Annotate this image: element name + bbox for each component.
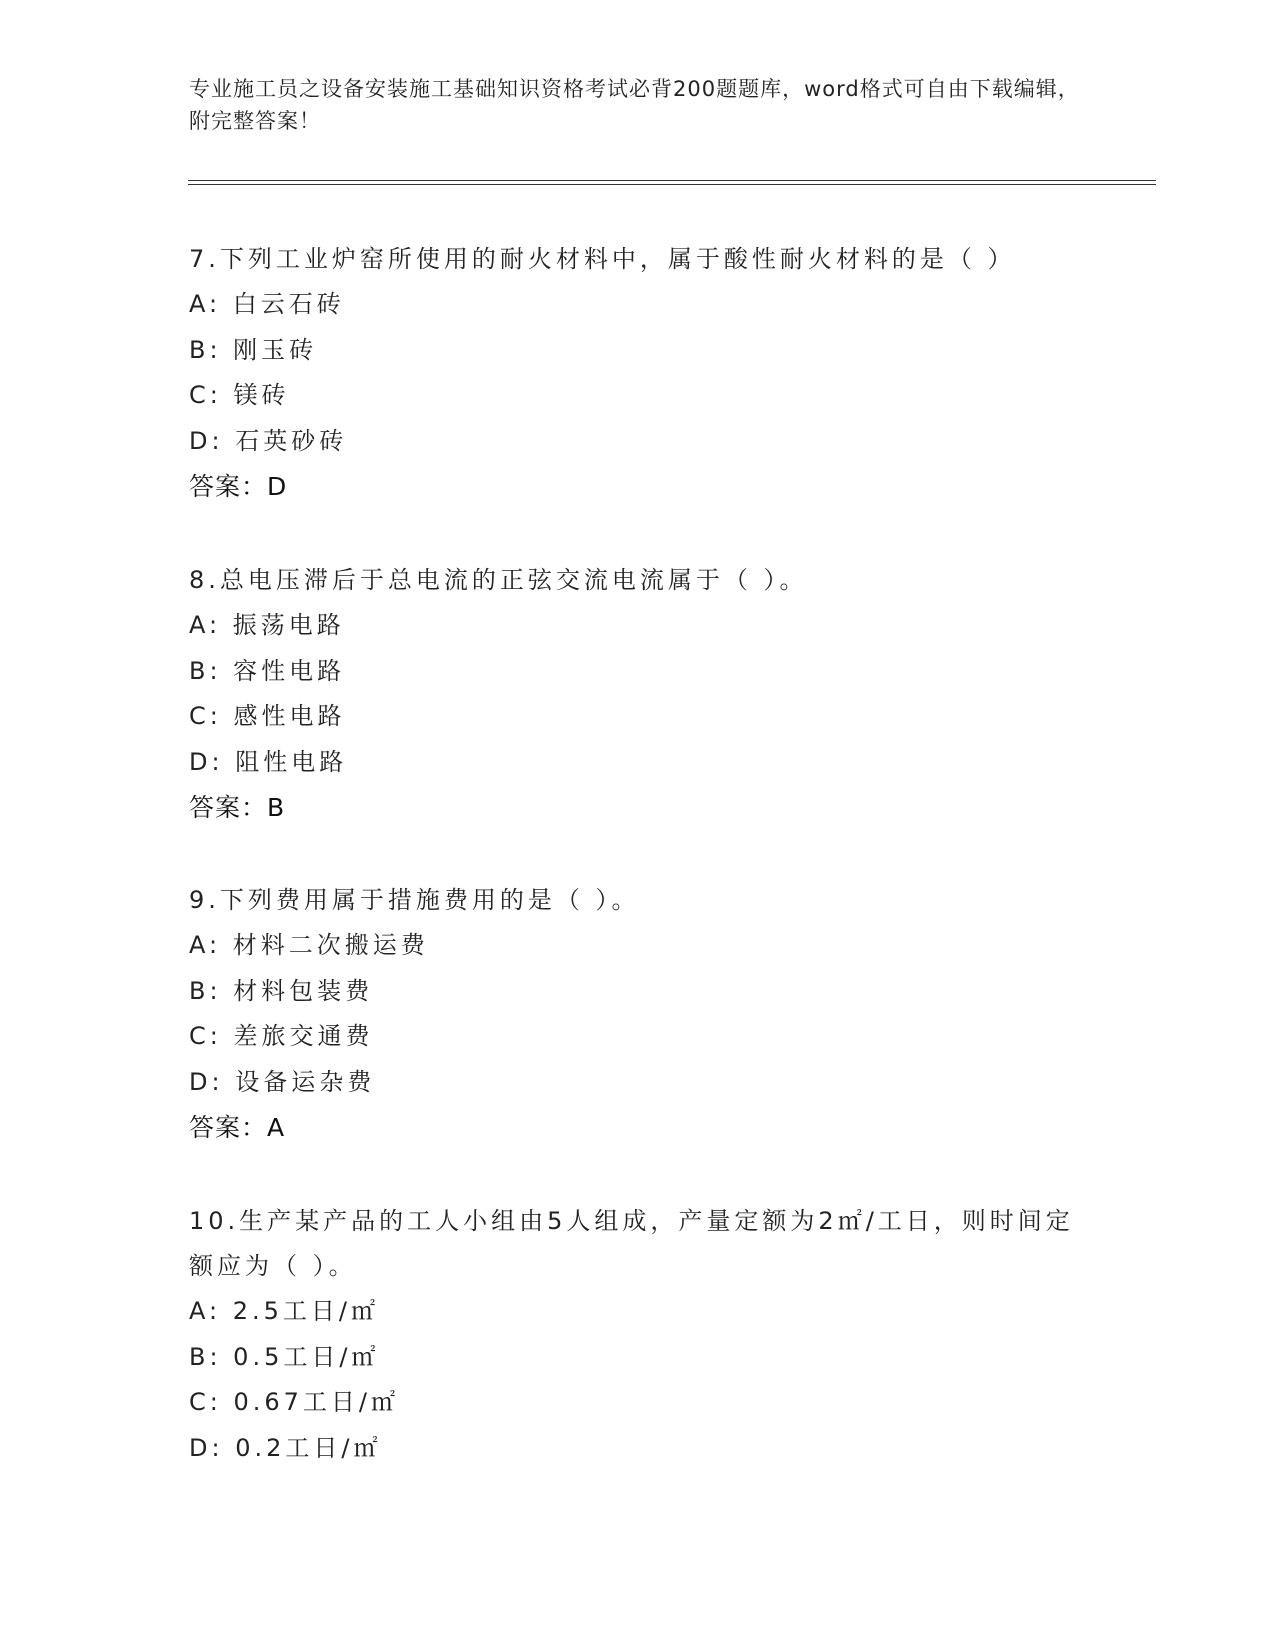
- answer-label: 答案：D: [189, 472, 288, 501]
- option-a: A: 白云石砖: [189, 290, 345, 318]
- option-a: A: 材料二次搬运费: [189, 931, 429, 959]
- option-c: C: 0.67工日/㎡: [189, 1388, 399, 1416]
- question-stem: 9.下列费用属于措施费用的是（ ）。: [189, 886, 640, 914]
- header-divider-bottom: [188, 184, 1156, 185]
- question-stem: 7.下列工业炉窑所使用的耐火材料中，属于酸性耐火材料的是（ ）: [189, 245, 1016, 273]
- option-b: B: 容性电路: [189, 656, 346, 685]
- option-b: B: 刚玉砖: [189, 335, 318, 364]
- option-b: B: 材料包装费: [189, 976, 374, 1005]
- option-c: C: 差旅交通费: [189, 1022, 374, 1050]
- answer-label: 答案：B: [189, 793, 286, 822]
- header-divider-top: [188, 180, 1156, 181]
- answer-label: 答案：A: [189, 1113, 286, 1142]
- question-8: [189, 558, 1089, 831]
- document-header-title: 专业施工员之设备安装施工基础知识资格考试必背200题题库，word格式可自由下载编辑，附完整答案！: [189, 77, 1080, 133]
- option-a: A: 振荡电路: [189, 611, 345, 639]
- option-d: D: 阻性电路: [189, 747, 348, 776]
- option-c: C: 感性电路: [189, 702, 346, 730]
- question-9: [189, 878, 1089, 1151]
- question-stem: 8.总电压滞后于总电流的正弦交流电流属于（ ）。: [189, 566, 808, 594]
- question-10: [189, 1199, 1089, 1471]
- option-d: D: 0.2工日/㎡: [189, 1433, 382, 1462]
- option-d: D: 设备运杂费: [189, 1067, 376, 1096]
- question-7: [189, 237, 1089, 510]
- option-b: B: 0.5工日/㎡: [189, 1342, 380, 1371]
- option-c: C: 镁砖: [189, 381, 290, 409]
- option-a: A: 2.5工日/㎡: [189, 1297, 379, 1325]
- question-stem: 10.生产某产品的工人小组由5人组成，产量定额为2㎡/工日，则时间定额应为（ ）。: [189, 1207, 1074, 1280]
- option-d: D: 石英砂砖: [189, 426, 348, 455]
